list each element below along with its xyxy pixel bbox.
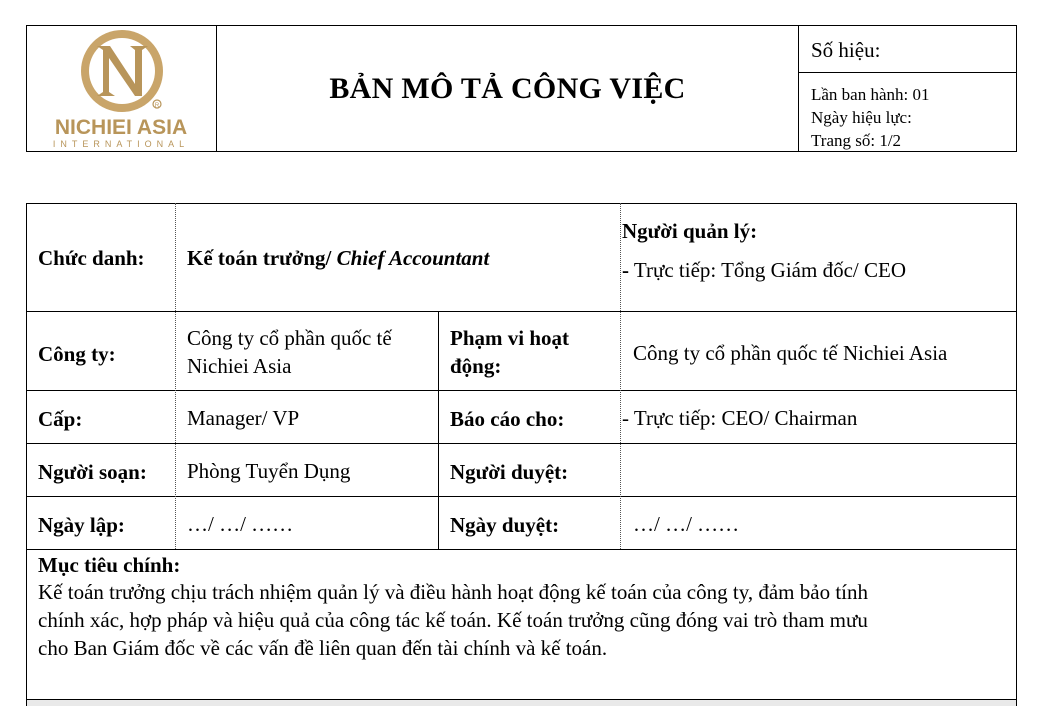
pham-vi-label-2: động: [450, 354, 502, 378]
logo-cell [26, 25, 217, 152]
cong-ty-label: Công ty: [38, 342, 116, 366]
logo-sub-text: INTERNATIONAL [52, 139, 190, 149]
bao-cao-label: Báo cáo cho: [450, 407, 565, 431]
nichiei-logo-icon [27, 26, 218, 153]
chuc-danh-value: Kế toán trưởng/ Chief Accountant [187, 246, 490, 270]
muc-tieu-label: Mục tiêu chính: [38, 553, 181, 577]
trang-so: Trang số: 1/2 [811, 131, 902, 150]
ngay-lap-value: …/ …/ …… [187, 512, 294, 536]
cong-ty-value-2: Nichiei Asia [187, 354, 292, 378]
chuc-danh-label: Chức danh: [38, 246, 145, 270]
ngay-hieu-luc: Ngày hiệu lực: [811, 108, 912, 127]
pham-vi-value: Công ty cổ phần quốc tế Nichiei Asia [633, 341, 948, 365]
page-bottom-strip [27, 700, 1016, 706]
muc-tieu-line-2: chính xác, hợp pháp và hiệu quả của công tác kế toán. Kế toán trưởng cũng đóng vai trò tham mưu [38, 608, 868, 632]
ngay-duyet-value: …/ …/ …… [633, 512, 740, 536]
table-border-left [26, 203, 27, 706]
cap-label: Cấp: [38, 407, 83, 431]
nguoi-quan-ly-label: Người quản lý: [622, 219, 758, 243]
so-hieu-cell [798, 25, 1017, 73]
table-border-right [1016, 203, 1017, 706]
title-cell [216, 25, 799, 152]
cong-ty-value-1: Công ty cổ phần quốc tế [187, 326, 392, 350]
cap-value: Manager/ VP [187, 406, 300, 430]
document-title: BẢN MÔ TẢ CÔNG VIỆC [329, 71, 686, 105]
bao-cao-value: - Trực tiếp: CEO/ Chairman [622, 406, 858, 430]
muc-tieu-line-1: Kế toán trưởng chịu trách nhiệm quản lý và điều hành hoạt động kế toán của công ty, đảm bảo tính [38, 580, 868, 604]
svg-text:R: R [154, 103, 160, 109]
nguoi-soan-value: Phòng Tuyển Dụng [187, 459, 351, 483]
nguoi-soan-label: Người soạn: [38, 460, 147, 484]
nguoi-duyet-label: Người duyệt: [450, 460, 569, 484]
muc-tieu-line-3: cho Ban Giám đốc về các vấn đề liên quan đến tài chính và kế toán. [38, 636, 608, 660]
meta-cell [798, 72, 1017, 152]
pham-vi-label-1: Phạm vi hoạt [450, 326, 570, 350]
so-hieu-label: Số hiệu: [811, 38, 881, 62]
nguoi-quan-ly-value: - Trực tiếp: Tổng Giám đốc/ CEO [622, 258, 906, 282]
logo-name-text: NICHIEI ASIA [54, 116, 188, 139]
ngay-duyet-label: Ngày duyệt: [450, 513, 560, 537]
lan-ban-hanh: Lần ban hành: 01 [811, 85, 930, 104]
ngay-lap-label: Ngày lập: [38, 513, 125, 537]
